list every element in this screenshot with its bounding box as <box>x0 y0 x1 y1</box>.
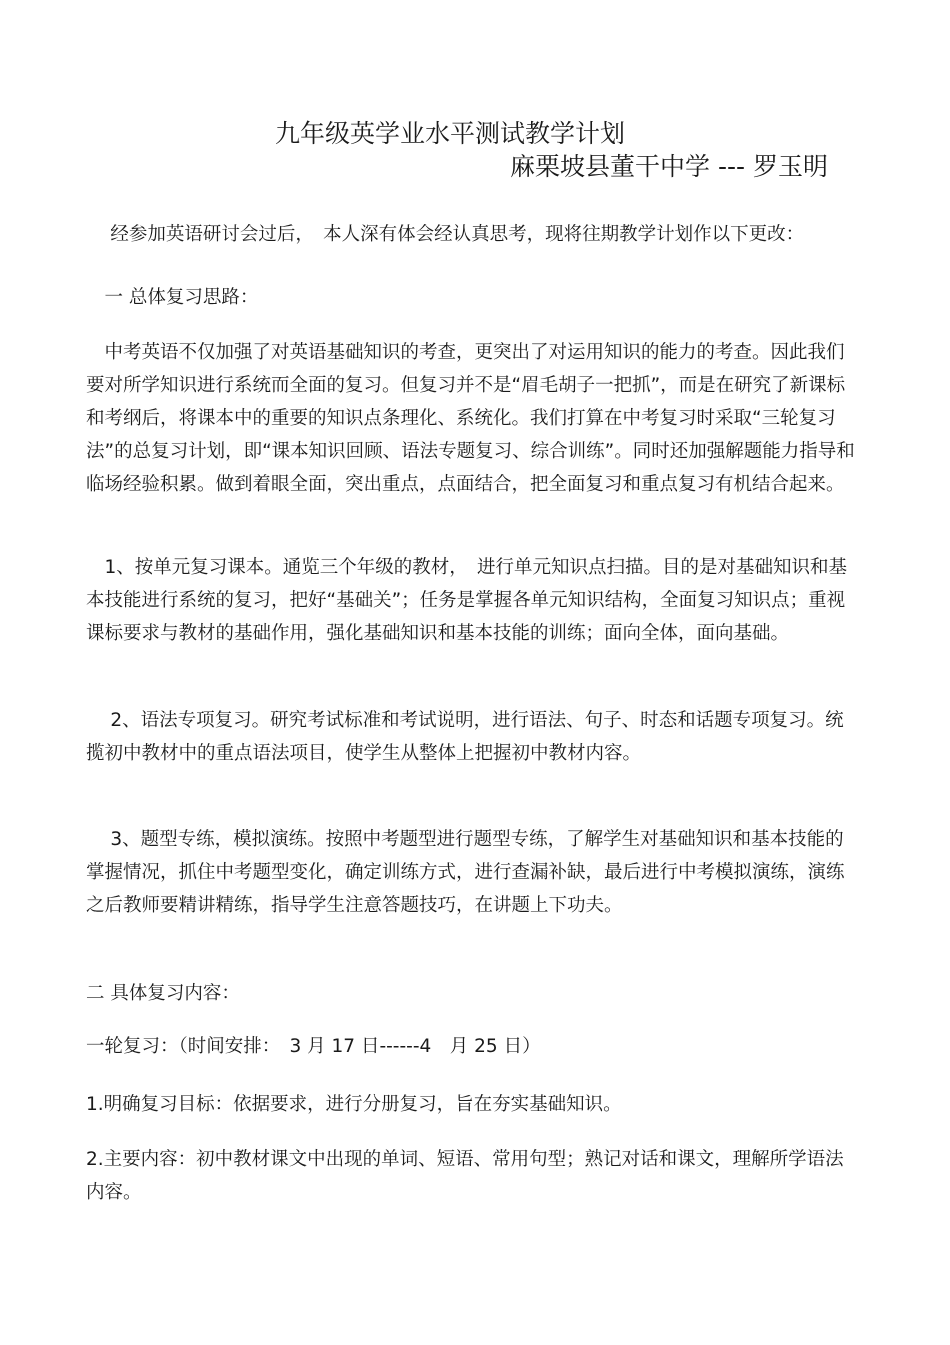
paragraph-step-2: 2、语法专项复习。研究考试标准和考试说明，进行语法、句子、时态和话题专项复习。统揽初中教材中的重点语法项目，使学生从整体上把握初中教材内容。 <box>86 710 844 764</box>
paragraph-step-3: 3、题型专练，模拟演练。按照中考题型进行题型专练，了解学生对基础知识和基本技能的掌握情况，抓住中考题型变化，确定训练方式，进行查漏补缺，最后进行中考模拟演练，演练之后教师要精讲精练，指导学生注意答题技巧，在讲题上下功夫。 <box>86 829 845 916</box>
list-item-content: 2.主要内容：初中教材课文中出现的单词、短语、常用句型；熟记对话和课文，理解所学语法内容。 <box>86 1149 844 1203</box>
paragraph-overview: 中考英语不仅加强了对英语基础知识的考查，更突出了对运用知识的能力的考查。因此我们要对所学知识进行系统而全面的复习。但复习并不是“眉毛胡子一把抓”，而是在研究了新课标和考纲后，将课本中的重要的知识点条理化、系统化。我们打算在中考复习时采取“三轮复习法”的总复习计划，即“课本知识回顾、语法专题复习、综合训练”。同时还加强解题能力指导和临场经验积累。做到着眼全面，突出重点，点面结合，把全面复习和重点复习有机结合起来。 <box>86 342 855 495</box>
author-line: 麻栗坡县董干中学 --- 罗玉明 <box>510 152 828 181</box>
section-heading-details: 二 具体复习内容： <box>86 983 240 1004</box>
list-item-goal: 1.明确复习目标：依据要求，进行分册复习，旨在夯实基础知识。 <box>86 1094 622 1115</box>
document-title: 九年级英学业水平测试教学计划 <box>275 119 626 148</box>
intro-paragraph: 经参加英语研讨会过后， 本人深有体会经认真思考，现将往期教学计划作以下更改： <box>86 224 805 245</box>
section-heading-overall: 一 总体复习思路： <box>86 287 259 308</box>
round-one-schedule: 一轮复习：（时间安排： 3 月 17 日------4 月 25 日） <box>86 1036 541 1057</box>
paragraph-step-1: 1、按单元复习课本。通览三个年级的教材， 进行单元知识点扫描。目的是对基础知识和基本技能进行系统的复习，把好“基础关”；任务是掌握各单元知识结构，全面复习知识点；重视课标要求与教材的基础作用，强化基础知识和基本技能的训练；面向全体，面向基础。 <box>86 557 848 644</box>
